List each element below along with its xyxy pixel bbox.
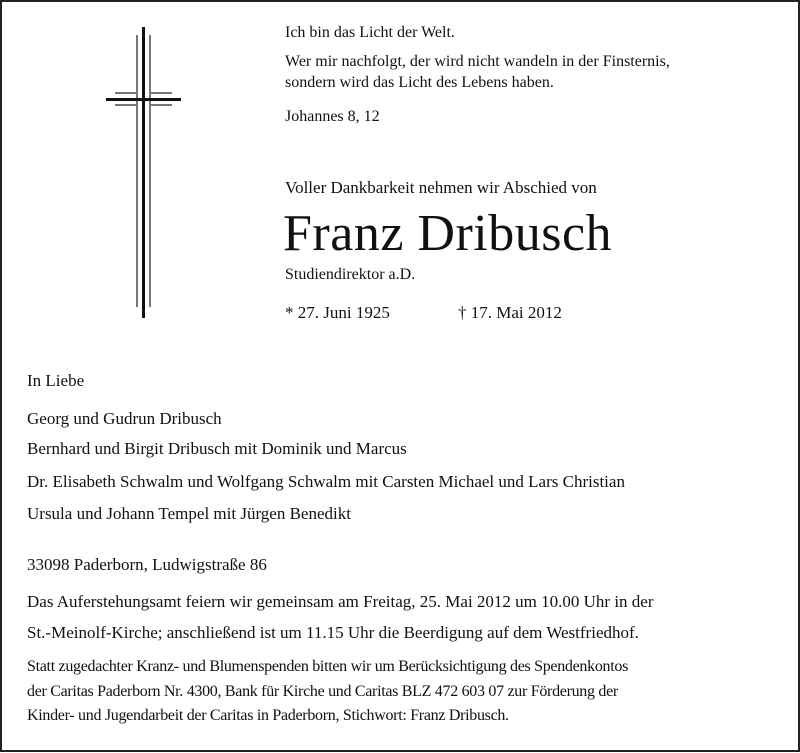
service-line: St.-Meinolf-Kirche; anschließend ist um 11.15 Uhr die Beerdigung auf dem Westfriedhof. xyxy=(27,623,639,642)
death-date: † 17. Mai 2012 xyxy=(458,303,562,322)
mourner-line: Ursula und Johann Tempel mit Jürgen Benedikt xyxy=(27,504,351,523)
mourner-line: Dr. Elisabeth Schwalm und Wolfgang Schwalm mit Carsten Michael und Lars Christian xyxy=(27,472,625,491)
donation-line: der Caritas Paderborn Nr. 4300, Bank für Kirche und Caritas BLZ 472 603 07 zur Förderung der xyxy=(27,683,618,700)
service-line: Das Auferstehungsamt feiern wir gemeinsam am Freitag, 25. Mai 2012 um 10.00 Uhr in der xyxy=(27,592,654,611)
mourner-line: Georg und Gudrun Dribusch xyxy=(27,409,222,428)
verse-line: sondern wird das Licht des Lebens haben. xyxy=(285,74,554,91)
verse-line: Ich bin das Licht der Welt. xyxy=(285,24,455,41)
deceased-name: Franz Dribusch xyxy=(283,205,613,262)
intro-text: Voller Dankbarkeit nehmen wir Abschied von xyxy=(285,178,597,197)
verse-source: Johannes 8, 12 xyxy=(285,108,380,125)
birth-date: * 27. Juni 1925 xyxy=(285,303,390,322)
donation-line: Kinder- und Jugendarbeit der Caritas in Paderborn, Stichwort: Franz Dribusch. xyxy=(27,707,509,724)
mourners-heading: In Liebe xyxy=(27,371,85,390)
donation-line: Statt zugedachter Kranz- und Blumenspenden bitten wir um Berücksichtigung des Spendenkontos xyxy=(27,658,629,675)
verse-line: Wer mir nachfolgt, der wird nicht wandeln in der Finsternis, xyxy=(285,53,670,70)
mourner-line: Bernhard und Birgit Dribusch mit Dominik und Marcus xyxy=(27,439,407,458)
deceased-title: Studiendirektor a.D. xyxy=(285,266,416,283)
address: 33098 Paderborn, Ludwigstraße 86 xyxy=(27,555,267,574)
